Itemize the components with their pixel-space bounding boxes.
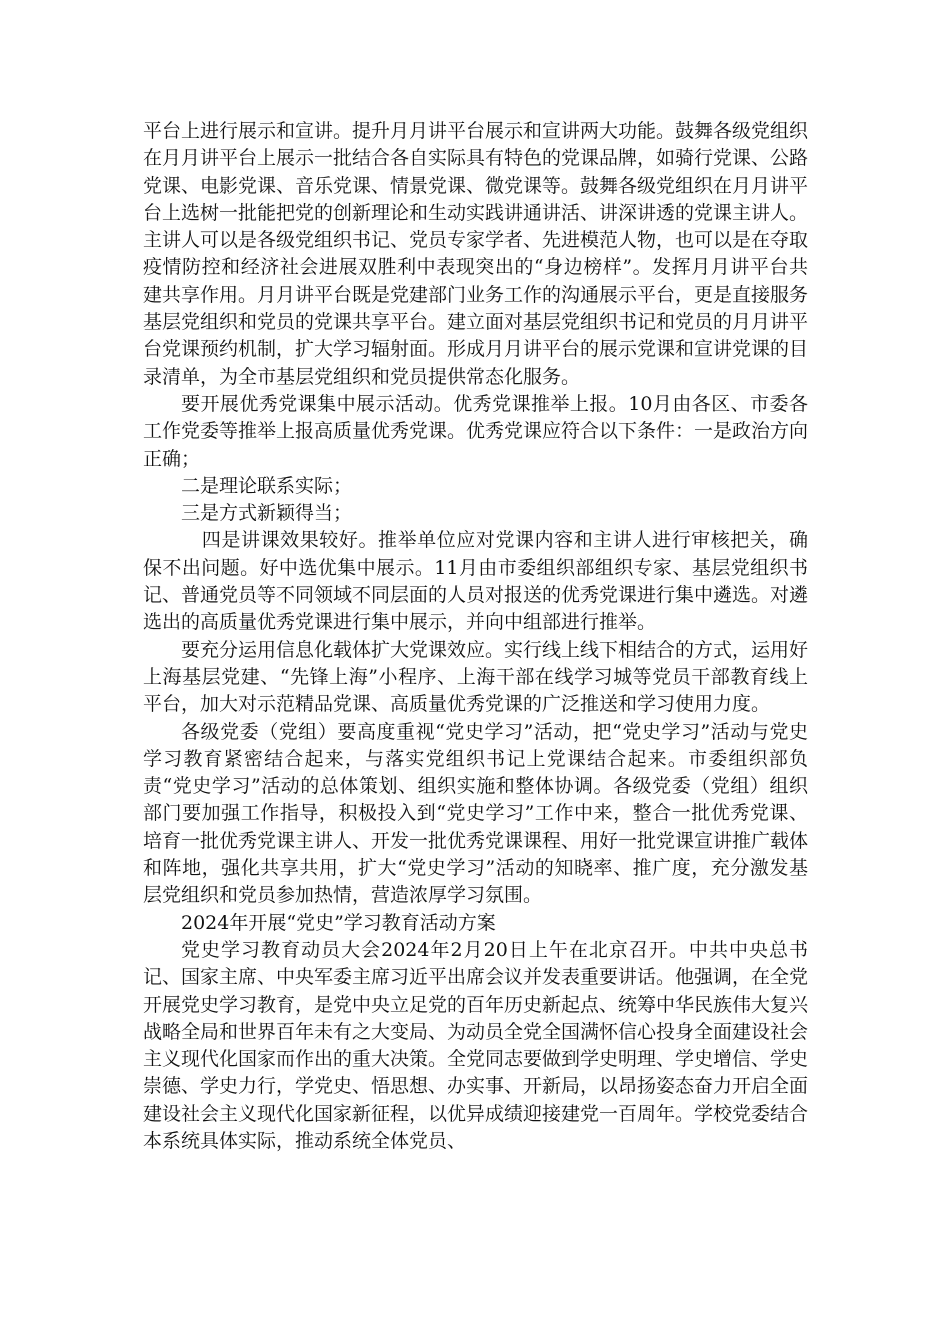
- paragraph-mobilization-meeting: 党史学习教育动员大会2024年2月20日上午在北京召开。中共中央总书记、国家主席、中央军委主席习近平出席会议并发表重要讲话。他强调，在全党开展党史学习教育，是党中央立足党的百年历史新起点、统筹中华民族伟大复兴战略全局和世界百年未有之大变局、为动员全党全国满怀信心投身全面建设社会主义现代化国家而作出的重大决策。全党同志要做到学史明理、学史增信、学史崇德、学史力行，学党史、悟思想、办实事、开新局，以昂扬姿态奋力开启全面建设社会主义现代化国家新征程，以优异成绩迎接建党一百周年。学校党委结合本系统具体实际，推动系统全体党员、: [143, 938, 809, 1152]
- paragraph-platform-display: 平台上进行展示和宣讲。提升月月讲平台展示和宣讲两大功能。鼓舞各级党组织在月月讲平台上展示一批结合各自实际具有特色的党课品牌，如骑行党课、公路党课、电影党课、音乐党课、情景党课、微党课等。鼓舞各级党组织在月月讲平台上选树一批能把党的创新理论和生动实践讲通讲活、讲深讲透的党课主讲人。主讲人可以是各级党组织书记、党员专家学者、先进模范人物，也可以是在夺取疫情防控和经济社会进展双胜利中表现突出的“身边榜样”。发挥月月讲平台共建共享作用。月月讲平台既是党建部门业务工作的沟通展示平台，更是直接服务基层党组织和党员的党课共享平台。建立面对基层党组织书记和党员的月月讲平台党课预约机制，扩大学习辐射面。形成月月讲平台的展示党课和宣讲党课的目录清单，为全市基层党组织和党员提供常态化服务。: [143, 120, 809, 388]
- document-body: [143, 118, 808, 1155]
- paragraph-party-committees: 各级党委（党组）要高度重视“党史学习”活动，把“党史学习”活动与党史学习教育紧密结合起来，与落实党组织书记上党课结合起来。市委组织部负责“党史学习”活动的总体策划、组织实施和整体协调。各级党委（党组）组织部门要加强工作指导，积极投入到“党史学习”工作中来，整合一批优秀党课、培育一批优秀党课主讲人、开发一批优秀党课课程、用好一批党课宣讲推广载体和阵地，强化共享共用，扩大“党史学习”活动的知晓率、推广度，充分激发基层党组织和党员参加热情，营造浓厚学习氛围。: [143, 720, 809, 907]
- paragraph-excellent-lessons: 要开展优秀党课集中展示活动。优秀党课推举上报。10月由各区、市委各工作党委等推举上报高质量优秀党课。优秀党课应符合以下条件：一是政治方向正确；: [143, 392, 809, 470]
- paragraph-condition-two: 二是理论联系实际；: [181, 474, 353, 497]
- paragraph-condition-three: 三是方式新颖得当；: [181, 502, 353, 525]
- paragraph-informatization: 要充分运用信息化载体扩大党课效应。实行线上线下相结合的方式，运用好上海基层党建、“先锋上海”小程序、上海干部在线学习城等党员干部教育线上平台，加大对示范精品党课、高质量优秀党课的广泛推送和学习使用力度。: [143, 638, 809, 716]
- section-heading: 2024年开展“党史”学习教育活动方案: [181, 911, 496, 934]
- paragraph-condition-four: 四是讲课效果较好。推举单位应对党课内容和主讲人进行审核把关，确保不出问题。好中选优集中展示。11月由市委组织部组织专家、基层党组织书记、普通党员等不同领域不同层面的人员对报送的优秀党课进行集中遴选。对遴选出的高质量优秀党课进行集中展示，并向中组部进行推举。: [143, 529, 809, 634]
